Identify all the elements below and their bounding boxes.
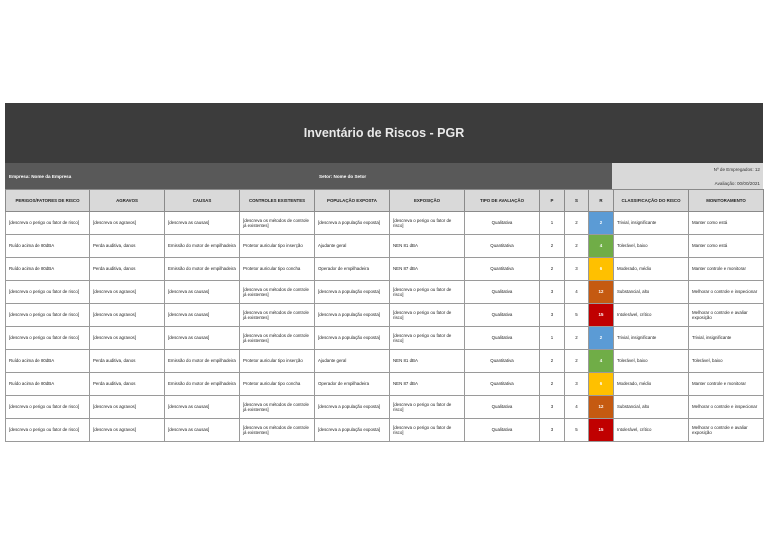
column-header: EXPOSIÇÃO xyxy=(390,190,465,212)
risk-table xyxy=(5,189,764,442)
risk-classification-cell: Trivial, insignificante xyxy=(614,212,689,235)
risk-classification-cell: Tolerável, baixo xyxy=(614,350,689,373)
exposed-population-cell: [descreva a população exposta] xyxy=(315,281,390,304)
probability-cell: 3 xyxy=(540,396,565,419)
hazard-cell: [descreva o perigo ou fator de risco] xyxy=(6,327,90,350)
table-row xyxy=(6,396,764,419)
exposure-cell: [descreva o perigo ou fator de risco] xyxy=(390,281,465,304)
risk-score-cell: 15 xyxy=(589,304,614,327)
cause-cell: [descreva as causas] xyxy=(165,327,240,350)
cause-cell: Emissão do motor de empilhadeira xyxy=(165,235,240,258)
risk-score-cell: 4 xyxy=(589,235,614,258)
page-title: Inventário de Riscos - PGR xyxy=(303,126,465,140)
controls-cell: [descreva os métodos de controle já existentes] xyxy=(240,304,315,327)
probability-cell: 3 xyxy=(540,304,565,327)
risk-classification-cell: Moderado, médio xyxy=(614,258,689,281)
risk-classification-cell: Substancial, alto xyxy=(614,396,689,419)
monitoring-cell: Manter controle e monitorar xyxy=(689,258,764,281)
evaluation-date: Avaliação: 00/00/2021 xyxy=(714,181,760,186)
evaluation-type-cell: Quantitativa xyxy=(465,350,540,373)
evaluation-type-cell: Qualitativa xyxy=(465,281,540,304)
severity-cell: 2 xyxy=(565,212,589,235)
table-row xyxy=(6,419,764,442)
hazard-cell: [descreva o perigo ou fator de risco] xyxy=(6,304,90,327)
evaluation-type-cell: Qualitativa xyxy=(465,212,540,235)
evaluation-type-cell: Quantitativa xyxy=(465,373,540,396)
column-header: TIPO DE AVALIAÇÃO xyxy=(465,190,540,212)
risk-score-cell: 2 xyxy=(589,212,614,235)
column-header: R xyxy=(589,190,614,212)
title-band xyxy=(5,103,763,163)
cause-cell: Emissão do motor de empilhadeira xyxy=(165,373,240,396)
risk-score-cell: 12 xyxy=(589,281,614,304)
cause-cell: Emissão do motor de empilhadeira xyxy=(165,258,240,281)
monitoring-cell: Tolerável, baixo xyxy=(689,350,764,373)
harm-cell: [descreva os agravos] xyxy=(90,419,165,442)
risk-classification-cell: Tolerável, baixo xyxy=(614,235,689,258)
exposed-population-cell: [descreva a população exposta] xyxy=(315,212,390,235)
hazard-cell: [descreva o perigo ou fator de risco] xyxy=(6,212,90,235)
exposure-cell: NEN 87 dBA xyxy=(390,258,465,281)
cause-cell: [descreva as causas] xyxy=(165,212,240,235)
evaluation-type-cell: Qualitativa xyxy=(465,327,540,350)
hazard-cell: [descreva o perigo ou fator de risco] xyxy=(6,396,90,419)
monitoring-cell: Manter como está xyxy=(689,212,764,235)
controls-cell: Protetor auricular tipo inserção xyxy=(240,235,315,258)
severity-cell: 3 xyxy=(565,373,589,396)
cause-cell: [descreva as causas] xyxy=(165,419,240,442)
risk-score-cell: 6 xyxy=(589,373,614,396)
exposed-population-cell: Operador de empilhadeira xyxy=(315,258,390,281)
hazard-cell: [descreva o perigo ou fator de risco] xyxy=(6,281,90,304)
evaluation-type-cell: Quantitativa xyxy=(465,235,540,258)
severity-cell: 4 xyxy=(565,396,589,419)
column-header: CONTROLES EXISTENTES xyxy=(240,190,315,212)
harm-cell: Perda auditiva, danos xyxy=(90,373,165,396)
probability-cell: 2 xyxy=(540,235,565,258)
monitoring-cell: Melhorar o controle e inspecionar xyxy=(689,281,764,304)
company-name: Empresa: Nome da Empresa xyxy=(5,163,315,189)
column-header: POPULAÇÃO EXPOSTA xyxy=(315,190,390,212)
column-header: CAUSAS xyxy=(165,190,240,212)
column-header: S xyxy=(565,190,589,212)
severity-cell: 2 xyxy=(565,327,589,350)
column-header: CLASSIFICAÇÃO DO RISCO xyxy=(614,190,689,212)
risk-classification-cell: Intolerável, crítico xyxy=(614,304,689,327)
table-row xyxy=(6,281,764,304)
harm-cell: [descreva os agravos] xyxy=(90,304,165,327)
evaluation-type-cell: Qualitativa xyxy=(465,304,540,327)
cause-cell: [descreva as causas] xyxy=(165,304,240,327)
severity-cell: 5 xyxy=(565,304,589,327)
severity-cell: 5 xyxy=(565,419,589,442)
harm-cell: [descreva os agravos] xyxy=(90,327,165,350)
meta-row xyxy=(5,163,763,189)
exposed-population-cell: [descreva a população exposta] xyxy=(315,327,390,350)
exposure-cell: [descreva o perigo ou fator de risco] xyxy=(390,419,465,442)
exposed-population-cell: [descreva a população exposta] xyxy=(315,419,390,442)
evaluation-type-cell: Qualitativa xyxy=(465,419,540,442)
cause-cell: [descreva as causas] xyxy=(165,281,240,304)
risk-score-cell: 2 xyxy=(589,327,614,350)
exposure-cell: [descreva o perigo ou fator de risco] xyxy=(390,396,465,419)
hazard-cell: [descreva o perigo ou fator de risco] xyxy=(6,419,90,442)
severity-cell: 3 xyxy=(565,258,589,281)
exposed-population-cell: Ajudante geral xyxy=(315,350,390,373)
table-row xyxy=(6,304,764,327)
severity-cell: 4 xyxy=(565,281,589,304)
table-row xyxy=(6,350,764,373)
exposure-cell: [descreva o perigo ou fator de risco] xyxy=(390,327,465,350)
exposure-cell: [descreva o perigo ou fator de risco] xyxy=(390,212,465,235)
hazard-cell: Ruído acima de 80dBA xyxy=(6,350,90,373)
exposure-cell: NEN 81 dBA xyxy=(390,350,465,373)
employee-count: Nº de Empregados: 12 xyxy=(713,167,760,172)
exposure-cell: NEN 87 dBA xyxy=(390,373,465,396)
meta-info-box xyxy=(612,163,763,189)
probability-cell: 3 xyxy=(540,419,565,442)
risk-classification-cell: Trivial, insignificante xyxy=(614,327,689,350)
monitoring-cell: Manter como está xyxy=(689,235,764,258)
table-row xyxy=(6,327,764,350)
controls-cell: [descreva os métodos de controle já existentes] xyxy=(240,419,315,442)
exposure-cell: [descreva o perigo ou fator de risco] xyxy=(390,304,465,327)
monitoring-cell: Melhorar o controle e avaliar exposição xyxy=(689,419,764,442)
exposure-cell: NEN 81 dBA xyxy=(390,235,465,258)
risk-classification-cell: Intolerável, crítico xyxy=(614,419,689,442)
controls-cell: [descreva os métodos de controle já existentes] xyxy=(240,281,315,304)
column-header: MONITORAMENTO xyxy=(689,190,764,212)
probability-cell: 1 xyxy=(540,327,565,350)
harm-cell: [descreva os agravos] xyxy=(90,281,165,304)
monitoring-cell: Melhorar o controle e avaliar exposição xyxy=(689,304,764,327)
risk-score-cell: 15 xyxy=(589,419,614,442)
severity-cell: 2 xyxy=(565,350,589,373)
probability-cell: 3 xyxy=(540,281,565,304)
controls-cell: Protetor auricular tipo inserção xyxy=(240,350,315,373)
controls-cell: [descreva os métodos de controle já existentes] xyxy=(240,396,315,419)
risk-inventory-sheet xyxy=(5,103,763,442)
cause-cell: [descreva as causas] xyxy=(165,396,240,419)
exposed-population-cell: Ajudante geral xyxy=(315,235,390,258)
cause-cell: Emissão do motor de empilhadeira xyxy=(165,350,240,373)
risk-score-cell: 12 xyxy=(589,396,614,419)
hazard-cell: Ruído acima de 80dBA xyxy=(6,373,90,396)
risk-score-cell: 4 xyxy=(589,350,614,373)
probability-cell: 1 xyxy=(540,212,565,235)
controls-cell: Protetor auricular tipo concha xyxy=(240,373,315,396)
table-row xyxy=(6,373,764,396)
probability-cell: 2 xyxy=(540,258,565,281)
severity-cell: 2 xyxy=(565,235,589,258)
probability-cell: 2 xyxy=(540,350,565,373)
exposed-population-cell: [descreva a população exposta] xyxy=(315,304,390,327)
risk-classification-cell: Moderado, médio xyxy=(614,373,689,396)
column-header: P xyxy=(540,190,565,212)
risk-classification-cell: Substancial, alto xyxy=(614,281,689,304)
hazard-cell: Ruído acima de 80dBA xyxy=(6,235,90,258)
harm-cell: Perda auditiva, danos xyxy=(90,258,165,281)
monitoring-cell: Melhorar o controle e inspecionar xyxy=(689,396,764,419)
risk-score-cell: 6 xyxy=(589,258,614,281)
probability-cell: 2 xyxy=(540,373,565,396)
table-row xyxy=(6,235,764,258)
column-header: PERIGOS/FATORES DE RISCO xyxy=(6,190,90,212)
table-header-row xyxy=(6,190,764,212)
evaluation-type-cell: Quantitativa xyxy=(465,258,540,281)
monitoring-cell: Trivial, insignificante xyxy=(689,327,764,350)
harm-cell: [descreva os agravos] xyxy=(90,396,165,419)
sector-name: Setor: Nome do Setor xyxy=(315,163,612,189)
table-row xyxy=(6,258,764,281)
hazard-cell: Ruído acima de 80dBA xyxy=(6,258,90,281)
exposed-population-cell: [descreva a população exposta] xyxy=(315,396,390,419)
exposed-population-cell: Operador de empilhadeira xyxy=(315,373,390,396)
column-header: AGRAVOS xyxy=(90,190,165,212)
harm-cell: Perda auditiva, danos xyxy=(90,235,165,258)
controls-cell: Protetor auricular tipo concha xyxy=(240,258,315,281)
harm-cell: [descreva os agravos] xyxy=(90,212,165,235)
controls-cell: [descreva os métodos de controle já existentes] xyxy=(240,327,315,350)
table-row xyxy=(6,212,764,235)
evaluation-type-cell: Qualitativa xyxy=(465,396,540,419)
controls-cell: [descreva os métodos de controle já existentes] xyxy=(240,212,315,235)
monitoring-cell: Manter controle e monitorar xyxy=(689,373,764,396)
harm-cell: Perda auditiva, danos xyxy=(90,350,165,373)
